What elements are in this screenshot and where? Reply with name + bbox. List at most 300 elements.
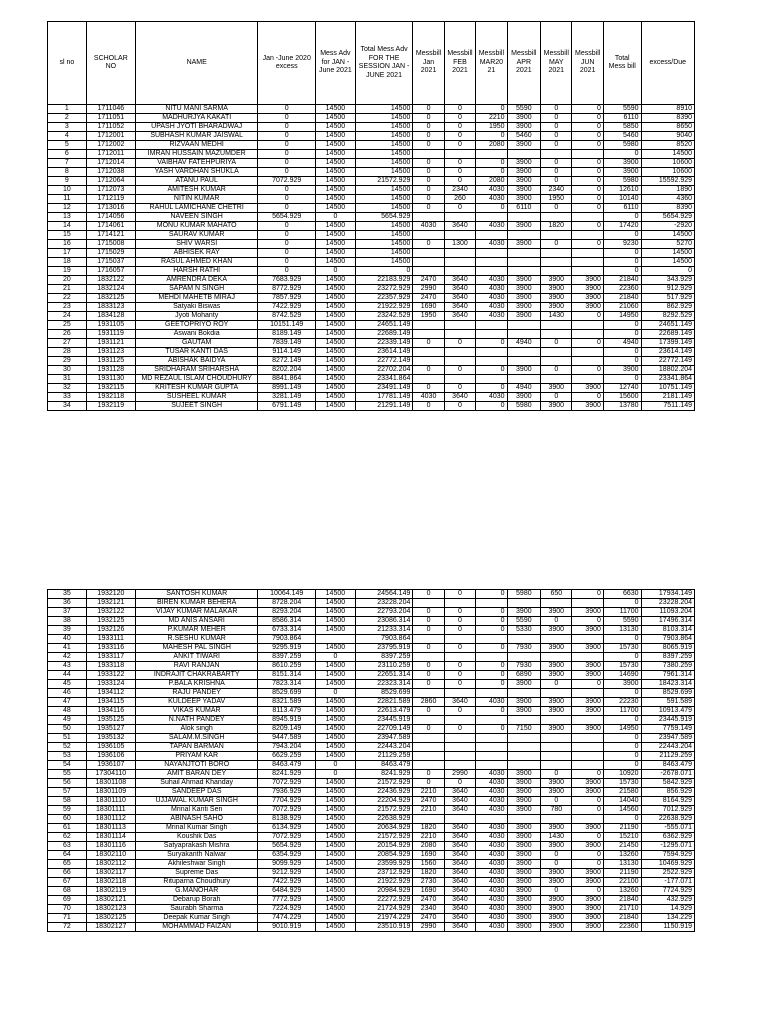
table-cell: 54: [48, 761, 87, 770]
table-cell: 18302112: [86, 860, 135, 869]
table-cell: 3640: [444, 905, 475, 914]
table-cell: 4030: [476, 842, 507, 851]
table-cell: [444, 743, 475, 752]
table-cell: 0: [541, 105, 572, 114]
table-cell: 14500: [316, 249, 356, 258]
table-cell: 8650: [641, 123, 694, 132]
table-cell: 14500: [316, 231, 356, 240]
table-cell: 5654.929: [258, 213, 316, 222]
table-cell: 8397.259: [641, 653, 694, 662]
table-row: [48, 590, 695, 599]
table-cell: 69: [48, 896, 87, 905]
table-cell: 4030: [476, 905, 507, 914]
table-cell: 1932120: [86, 590, 135, 599]
table-cell: 23228.204: [641, 599, 694, 608]
table-cell: 22204.929: [355, 797, 413, 806]
table-cell: 0: [413, 123, 444, 132]
table-row: [48, 258, 695, 267]
table-cell: 38: [48, 617, 87, 626]
table-cell: 1820: [541, 222, 572, 231]
table-cell: 1712038: [86, 168, 135, 177]
table-cell: INDRAJIT CHAKRABARTY: [135, 671, 257, 680]
table-row: [48, 635, 695, 644]
table-cell: [413, 689, 444, 698]
table-cell: 18301112: [86, 815, 135, 824]
table-cell: 7857.929: [258, 294, 316, 303]
table-cell: 4030: [476, 860, 507, 869]
table-cell: [413, 653, 444, 662]
table-row: [48, 393, 695, 402]
table-cell: 8397.259: [355, 653, 413, 662]
table-row: [48, 905, 695, 914]
table-cell: 6629.259: [258, 752, 316, 761]
table-cell: 14500: [316, 842, 356, 851]
table-cell: 14500: [316, 599, 356, 608]
table-cell: 4030: [476, 851, 507, 860]
table-cell: 3900: [507, 312, 541, 321]
table-cell: 3900: [507, 680, 541, 689]
table-cell: 3900: [507, 770, 541, 779]
table-cell: 7072.929: [258, 806, 316, 815]
table-cell: 15600: [603, 393, 641, 402]
table-cell: 14500: [316, 132, 356, 141]
table-cell: 0: [541, 339, 572, 348]
table-cell: 52: [48, 743, 87, 752]
table-cell: 5654.929: [355, 213, 413, 222]
table-cell: 2210: [413, 833, 444, 842]
table-cell: [476, 743, 507, 752]
table-cell: 7772.929: [258, 896, 316, 905]
table-cell: [572, 689, 603, 698]
table-cell: 4030: [476, 222, 507, 231]
table-cell: 22443.204: [355, 743, 413, 752]
table-cell: 3640: [444, 824, 475, 833]
table-cell: [507, 734, 541, 743]
table-cell: 0: [603, 213, 641, 222]
table-cell: 3900: [603, 366, 641, 375]
table-cell: 0: [541, 366, 572, 375]
table-cell: 9295.919: [258, 644, 316, 653]
table-cell: 1833123: [86, 303, 135, 312]
table-cell: 34: [48, 402, 87, 411]
table-cell: [413, 716, 444, 725]
table-cell: 10: [48, 186, 87, 195]
table-cell: 5980: [603, 177, 641, 186]
table-cell: 0: [258, 123, 316, 132]
table-cell: 0: [572, 887, 603, 896]
table-cell: [572, 348, 603, 357]
table-cell: 0: [444, 339, 475, 348]
table-cell: 15730: [603, 644, 641, 653]
table-cell: [572, 599, 603, 608]
table-cell: 14500: [316, 222, 356, 231]
table-cell: 23: [48, 303, 87, 312]
table-cell: 5270: [641, 240, 694, 249]
table-cell: 6110: [603, 204, 641, 213]
table-cell: 1834128: [86, 312, 135, 321]
table-cell: 0: [541, 141, 572, 150]
table-cell: 0: [444, 132, 475, 141]
table-cell: 14500: [316, 348, 356, 357]
table-cell: 21060: [603, 303, 641, 312]
table-cell: [507, 375, 541, 384]
table-cell: 0: [476, 707, 507, 716]
table-cell: 14500: [316, 905, 356, 914]
table-row: [48, 824, 695, 833]
table-cell: 1936105: [86, 743, 135, 752]
table-cell: 8241.929: [355, 770, 413, 779]
table-cell: 3900: [507, 141, 541, 150]
table-cell: 22651.314: [355, 671, 413, 680]
table-cell: 3640: [444, 887, 475, 896]
table-cell: NITU MANI SARMA: [135, 105, 257, 114]
table-cell: [476, 321, 507, 330]
table-cell: 8390: [641, 114, 694, 123]
table-cell: 20154.929: [355, 842, 413, 851]
table-cell: [572, 734, 603, 743]
table-cell: 4030: [476, 914, 507, 923]
table-cell: 2181.149: [641, 393, 694, 402]
table-cell: 14500: [316, 294, 356, 303]
table-cell: 39: [48, 626, 87, 635]
table-cell: Deepak Kumar Singh: [135, 914, 257, 923]
table-cell: 1936106: [86, 752, 135, 761]
table-cell: 1950: [541, 195, 572, 204]
table-row: [48, 887, 695, 896]
table-row: [48, 213, 695, 222]
table-cell: [507, 752, 541, 761]
table-cell: 7422.929: [258, 878, 316, 887]
table-cell: 1430: [541, 312, 572, 321]
table-cell: 6791.149: [258, 402, 316, 411]
table-cell: [476, 375, 507, 384]
table-cell: 20: [48, 276, 87, 285]
table-cell: 21190: [603, 824, 641, 833]
column-header: Messbill MAY 2021: [541, 22, 572, 105]
table-cell: 21974.229: [355, 914, 413, 923]
table-cell: 7724.929: [641, 887, 694, 896]
table-cell: 1714061: [86, 222, 135, 231]
table-cell: 14950: [603, 725, 641, 734]
table-cell: 5: [48, 141, 87, 150]
table-cell: 14500: [316, 366, 356, 375]
table-cell: 3640: [444, 878, 475, 887]
table-cell: 14500: [641, 258, 694, 267]
table-cell: [507, 348, 541, 357]
table-cell: 44: [48, 671, 87, 680]
table-cell: 14500: [316, 860, 356, 869]
table-cell: 25: [48, 321, 87, 330]
table-cell: 3900: [572, 725, 603, 734]
table-cell: 0: [541, 159, 572, 168]
table-cell: [541, 249, 572, 258]
table-cell: 3900: [572, 662, 603, 671]
table-cell: 4030: [476, 923, 507, 932]
table-cell: 3900: [507, 923, 541, 932]
table-cell: 22443.204: [641, 743, 694, 752]
table-cell: 3900: [541, 914, 572, 923]
table-cell: 0: [413, 186, 444, 195]
table-cell: 0: [572, 240, 603, 249]
table-cell: 14560: [603, 806, 641, 815]
table-row: [48, 240, 695, 249]
table-cell: 3900: [541, 824, 572, 833]
table-cell: 3900: [572, 878, 603, 887]
table-cell: 3900: [541, 878, 572, 887]
table-cell: 1933118: [86, 662, 135, 671]
table-cell: 0: [258, 150, 316, 159]
table-cell: 0: [603, 752, 641, 761]
table-cell: 4940: [507, 384, 541, 393]
table-cell: -555.071: [641, 824, 694, 833]
table-cell: 3900: [603, 680, 641, 689]
table-cell: [476, 716, 507, 725]
table-cell: 18302127: [86, 923, 135, 932]
table-cell: 3900: [541, 303, 572, 312]
table-cell: 0: [413, 105, 444, 114]
table-cell: 14500: [316, 240, 356, 249]
table-cell: SANDEEP DAS: [135, 788, 257, 797]
table-cell: 4030: [476, 797, 507, 806]
table-cell: -2678.071: [641, 770, 694, 779]
table-row: [48, 114, 695, 123]
table-cell: 14500: [316, 716, 356, 725]
table-cell: 0: [572, 851, 603, 860]
table-cell: 1932122: [86, 608, 135, 617]
table-cell: 70: [48, 905, 87, 914]
table-cell: Mrinal Kanti Sen: [135, 806, 257, 815]
table-cell: 0: [541, 851, 572, 860]
table-cell: MADHURJYA KAKATI: [135, 114, 257, 123]
table-cell: RASUL AHMED KHAN: [135, 258, 257, 267]
table-cell: 0: [476, 366, 507, 375]
table-cell: 9: [48, 177, 87, 186]
table-row: [48, 366, 695, 375]
table-cell: 5850: [603, 123, 641, 132]
table-row: [48, 734, 695, 743]
table-cell: 11700: [603, 608, 641, 617]
table-cell: RAHUL LAMICHANE CHETRI: [135, 204, 257, 213]
table-cell: 6362.929: [641, 833, 694, 842]
table-cell: 14500: [355, 114, 413, 123]
table-cell: 22100: [603, 878, 641, 887]
table-cell: [413, 258, 444, 267]
table-cell: 3900: [507, 123, 541, 132]
table-cell: 14500: [316, 896, 356, 905]
table-cell: 14500: [355, 186, 413, 195]
table-cell: 14500: [316, 285, 356, 294]
table-cell: 0: [541, 680, 572, 689]
table-cell: 6354.929: [258, 851, 316, 860]
table-cell: 10751.149: [641, 384, 694, 393]
table-cell: 0: [413, 114, 444, 123]
table-cell: 21572.929: [355, 779, 413, 788]
table-cell: 0: [572, 617, 603, 626]
table-cell: 59: [48, 806, 87, 815]
table-cell: 3900: [572, 896, 603, 905]
table-cell: 3900: [507, 393, 541, 402]
table-cell: 7903.864: [258, 635, 316, 644]
table-cell: [541, 357, 572, 366]
table-cell: 21190: [603, 869, 641, 878]
table-cell: 41: [48, 644, 87, 653]
table-row: [48, 851, 695, 860]
table-cell: 1934112: [86, 689, 135, 698]
table-cell: 8520: [641, 141, 694, 150]
table-cell: 3640: [444, 914, 475, 923]
table-cell: 9447.589: [258, 734, 316, 743]
table-cell: 3900: [507, 285, 541, 294]
table-cell: 0: [444, 105, 475, 114]
table-cell: [444, 815, 475, 824]
table-cell: 68: [48, 887, 87, 896]
table-cell: 48: [48, 707, 87, 716]
table-row: [48, 761, 695, 770]
table-cell: [413, 357, 444, 366]
table-cell: 3900: [541, 671, 572, 680]
table-cell: 3900: [507, 833, 541, 842]
table-cell: 23445.919: [355, 716, 413, 725]
table-cell: [507, 716, 541, 725]
table-cell: 8529.699: [641, 689, 694, 698]
table-cell: [476, 734, 507, 743]
table-cell: [507, 743, 541, 752]
table-cell: 5654.929: [258, 842, 316, 851]
table-cell: [541, 321, 572, 330]
table-cell: 23086.314: [355, 617, 413, 626]
table-cell: 862.929: [641, 303, 694, 312]
table-cell: Debarup Borah: [135, 896, 257, 905]
table-cell: 0: [316, 770, 356, 779]
table-cell: 5654.929: [641, 213, 694, 222]
table-cell: 0: [603, 357, 641, 366]
table-cell: 21840: [603, 276, 641, 285]
table-cell: 13780: [603, 402, 641, 411]
table-cell: 8610.259: [258, 662, 316, 671]
table-cell: 8: [48, 168, 87, 177]
table-cell: 15: [48, 231, 87, 240]
table-cell: [541, 231, 572, 240]
table-cell: 20634.929: [355, 824, 413, 833]
table-cell: 8529.699: [258, 689, 316, 698]
table-cell: 8321.589: [258, 698, 316, 707]
table-cell: 0: [444, 384, 475, 393]
table-cell: [572, 321, 603, 330]
table-cell: 3900: [541, 608, 572, 617]
table-cell: 1711046: [86, 105, 135, 114]
table-cell: 14500: [316, 644, 356, 653]
table-cell: 1932121: [86, 599, 135, 608]
table-cell: [541, 150, 572, 159]
table-cell: 8841.864: [258, 375, 316, 384]
table-cell: 8397.259: [258, 653, 316, 662]
table-row: [48, 833, 695, 842]
table-cell: 3900: [541, 285, 572, 294]
table-cell: SHIV WARSI: [135, 240, 257, 249]
table-row: [48, 842, 695, 851]
table-cell: 14500: [316, 303, 356, 312]
table-cell: 0: [444, 680, 475, 689]
table-cell: [541, 348, 572, 357]
table-cell: 0: [258, 195, 316, 204]
table-cell: KULDEEP YADAV: [135, 698, 257, 707]
table-cell: 43: [48, 662, 87, 671]
table-cell: 20984.929: [355, 887, 413, 896]
table-row: [48, 806, 695, 815]
table-cell: 0: [572, 833, 603, 842]
table-cell: 22339.149: [355, 339, 413, 348]
table-cell: 3900: [507, 851, 541, 860]
table-cell: [572, 635, 603, 644]
table-cell: 15730: [603, 779, 641, 788]
table-cell: 1150.919: [641, 923, 694, 932]
table-row: [48, 896, 695, 905]
table-cell: [444, 213, 475, 222]
table-cell: Supreme Das: [135, 869, 257, 878]
table-cell: [541, 761, 572, 770]
column-header: Messbill MAR20 21: [476, 22, 507, 105]
table-cell: 14500: [355, 249, 413, 258]
table-row: [48, 599, 695, 608]
table-cell: 0: [444, 123, 475, 132]
table-cell: [444, 321, 475, 330]
table-cell: 14500: [316, 797, 356, 806]
table-cell: 1932125: [86, 617, 135, 626]
table-row: [48, 357, 695, 366]
table-cell: 14.929: [641, 905, 694, 914]
table-cell: 3900: [572, 626, 603, 635]
table-cell: 0: [413, 141, 444, 150]
table-cell: 2340: [541, 186, 572, 195]
table-cell: 1934116: [86, 707, 135, 716]
table-cell: 58: [48, 797, 87, 806]
column-header: Jan -June 2020 excess: [258, 22, 316, 105]
table-cell: 72: [48, 923, 87, 932]
table-cell: 3900: [541, 698, 572, 707]
table-cell: 18301109: [86, 788, 135, 797]
table-cell: 14500: [316, 141, 356, 150]
table-cell: 5980: [507, 590, 541, 599]
table-cell: 1932118: [86, 393, 135, 402]
table-cell: 1931123: [86, 348, 135, 357]
table-row: [48, 159, 695, 168]
table-cell: 8586.314: [258, 617, 316, 626]
table-cell: 0: [572, 797, 603, 806]
table-cell: 6484.929: [258, 887, 316, 896]
table-cell: 10140: [603, 195, 641, 204]
table-row: [48, 294, 695, 303]
table-cell: 0: [444, 626, 475, 635]
table-row: [48, 303, 695, 312]
table-cell: 22436.929: [355, 788, 413, 797]
table-cell: 0: [413, 680, 444, 689]
table-cell: [507, 761, 541, 770]
table-cell: 22360: [603, 285, 641, 294]
table-cell: 0: [572, 312, 603, 321]
table-cell: 1932119: [86, 402, 135, 411]
table-cell: 21840: [603, 914, 641, 923]
table-cell: 14500: [316, 914, 356, 923]
table-cell: 1712001: [86, 132, 135, 141]
table-cell: 1711052: [86, 123, 135, 132]
table-cell: 0: [258, 186, 316, 195]
table-cell: Suryakanth Nalwar: [135, 851, 257, 860]
table-row: [48, 662, 695, 671]
table-cell: [476, 348, 507, 357]
table-cell: SANTOSH KUMAR: [135, 590, 257, 599]
table-cell: 0: [413, 770, 444, 779]
table-row: [48, 698, 695, 707]
